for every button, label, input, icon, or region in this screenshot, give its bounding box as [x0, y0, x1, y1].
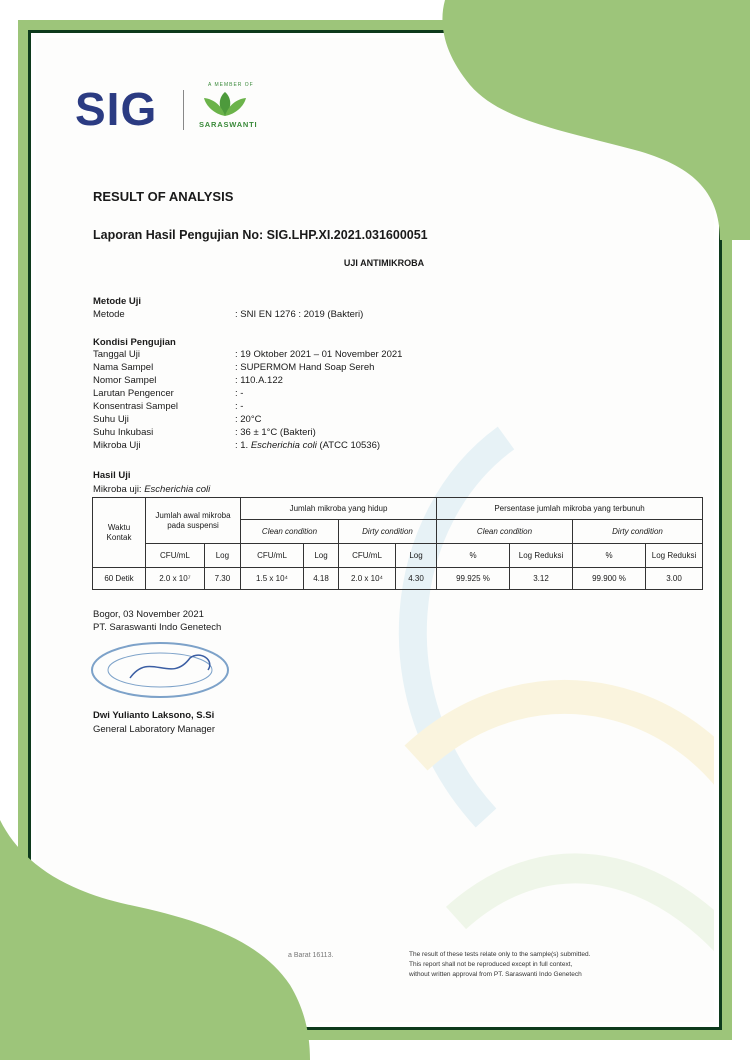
header-log: Log — [396, 544, 437, 568]
condition-value: : - — [235, 388, 244, 399]
condition-label: Nomor Sampel — [93, 375, 157, 386]
method-section-heading: Metode Uji — [93, 296, 142, 307]
microbe-name: Escherichia coli — [250, 440, 317, 451]
address-fragment: a Barat 16113. — [288, 952, 334, 959]
header-clean-condition: Clean condition — [241, 520, 339, 544]
cell-contact-time: 60 Detik — [93, 568, 146, 590]
condition-value: : 36 ± 1°C (Bakteri) — [235, 427, 316, 438]
microbe-prefix: : 1. — [235, 440, 251, 451]
decorative-green-blob-bottom — [0, 820, 320, 1060]
header-percent: % — [437, 544, 510, 568]
condition-value — [235, 440, 380, 451]
company-stamp — [90, 640, 240, 700]
cell-dirty-log-reduction: 3.00 — [646, 568, 703, 590]
footer-line: This report shall not be reproduced except in full context, — [409, 961, 573, 968]
header-cfu: CFU/mL — [339, 544, 396, 568]
footer-line: without written approval from PT. Saraswanti Indo Genetech — [409, 971, 582, 978]
logo-divider — [183, 90, 184, 130]
header-cfu: CFU/mL — [241, 544, 304, 568]
condition-value: : 19 Oktober 2021 – 01 November 2021 — [235, 349, 403, 360]
header-dirty-condition: Dirty condition — [573, 520, 703, 544]
conditions-section-heading: Kondisi Pengujian — [93, 337, 176, 348]
cell-clean-cfu: 1.5 x 10⁴ — [241, 568, 304, 590]
company-name: PT. Saraswanti Indo Genetech — [93, 622, 222, 633]
header-log: Log — [204, 544, 240, 568]
condition-value: : 20°C — [235, 414, 262, 425]
condition-label: Larutan Pengencer — [93, 388, 174, 399]
document-title: RESULT OF ANALYSIS — [93, 189, 234, 204]
signatory-position: General Laboratory Manager — [93, 724, 215, 735]
header-log-reduction: Log Reduksi — [510, 544, 573, 568]
header-percent: % — [573, 544, 646, 568]
footer-line: The result of these tests relate only to the sample(s) submitted. — [409, 951, 591, 958]
condition-value: : - — [235, 401, 244, 412]
results-section-heading: Hasil Uji — [93, 470, 131, 481]
header-dirty-condition: Dirty condition — [339, 520, 437, 544]
company-logo — [75, 82, 305, 142]
cell-dirty-cfu: 2.0 x 10⁴ — [339, 568, 396, 590]
place-date: Bogor, 03 November 2021 — [93, 609, 204, 620]
sig-logo-text: SIG — [75, 83, 158, 135]
watermark-leaf-icon — [336, 398, 714, 1022]
cell-dirty-log: 4.30 — [396, 568, 437, 590]
test-microbe-name: Escherichia coli — [144, 484, 211, 495]
header-clean-condition: Clean condition — [437, 520, 573, 544]
header-contact-time: Waktu Kontak — [93, 498, 146, 568]
cell-clean-log-reduction: 3.12 — [510, 568, 573, 590]
saraswanti-label: SARASWANTI — [199, 120, 258, 129]
decorative-green-blob-top — [420, 0, 750, 240]
condition-label: Konsentrasi Sampel — [93, 401, 179, 412]
condition-value: : SUPERMOM Hand Soap Sereh — [235, 362, 375, 373]
method-label: Metode — [93, 309, 125, 320]
header-log: Log — [304, 544, 339, 568]
header-initial-count: Jumlah awal mikroba pada suspensi — [146, 498, 241, 544]
condition-label: Tanggal Uji — [93, 349, 140, 360]
signatory-name: Dwi Yulianto Laksono, S.Si — [93, 710, 215, 721]
test-microbe-label: Mikroba uji: — [93, 484, 145, 495]
report-number: Laporan Hasil Pengujian No: SIG.LHP.XI.2021.031600051 — [93, 228, 428, 242]
cell-initial-log: 7.30 — [204, 568, 240, 590]
lotus-icon — [200, 90, 250, 118]
table-row — [93, 568, 703, 590]
condition-label: Mikroba Uji — [93, 440, 141, 451]
cell-clean-percent: 99.925 % — [437, 568, 510, 590]
member-of-label: A MEMBER OF — [208, 82, 254, 88]
header-log-reduction: Log Reduksi — [646, 544, 703, 568]
test-microbe-line — [93, 484, 210, 495]
footer-note — [409, 950, 699, 980]
condition-value: : 110.A.122 — [235, 375, 283, 386]
test-name: UJI ANTIMIKROBA — [343, 258, 425, 268]
condition-label: Suhu Inkubasi — [93, 427, 154, 438]
condition-label: Suhu Uji — [93, 414, 129, 425]
header-surviving-count: Jumlah mikroba yang hidup — [241, 498, 437, 520]
header-cfu: CFU/mL — [146, 544, 205, 568]
cell-dirty-percent: 99.900 % — [573, 568, 646, 590]
condition-label: Nama Sampel — [93, 362, 154, 373]
header-kill-percentage: Persentase jumlah mikroba yang terbunuh — [437, 498, 703, 520]
method-value: : SNI EN 1276 : 2019 (Bakteri) — [235, 309, 364, 320]
cell-clean-log: 4.18 — [304, 568, 339, 590]
cell-initial-cfu: 2.0 x 10⁷ — [146, 568, 205, 590]
results-table — [92, 497, 703, 590]
microbe-strain: (ATCC 10536) — [316, 440, 381, 451]
